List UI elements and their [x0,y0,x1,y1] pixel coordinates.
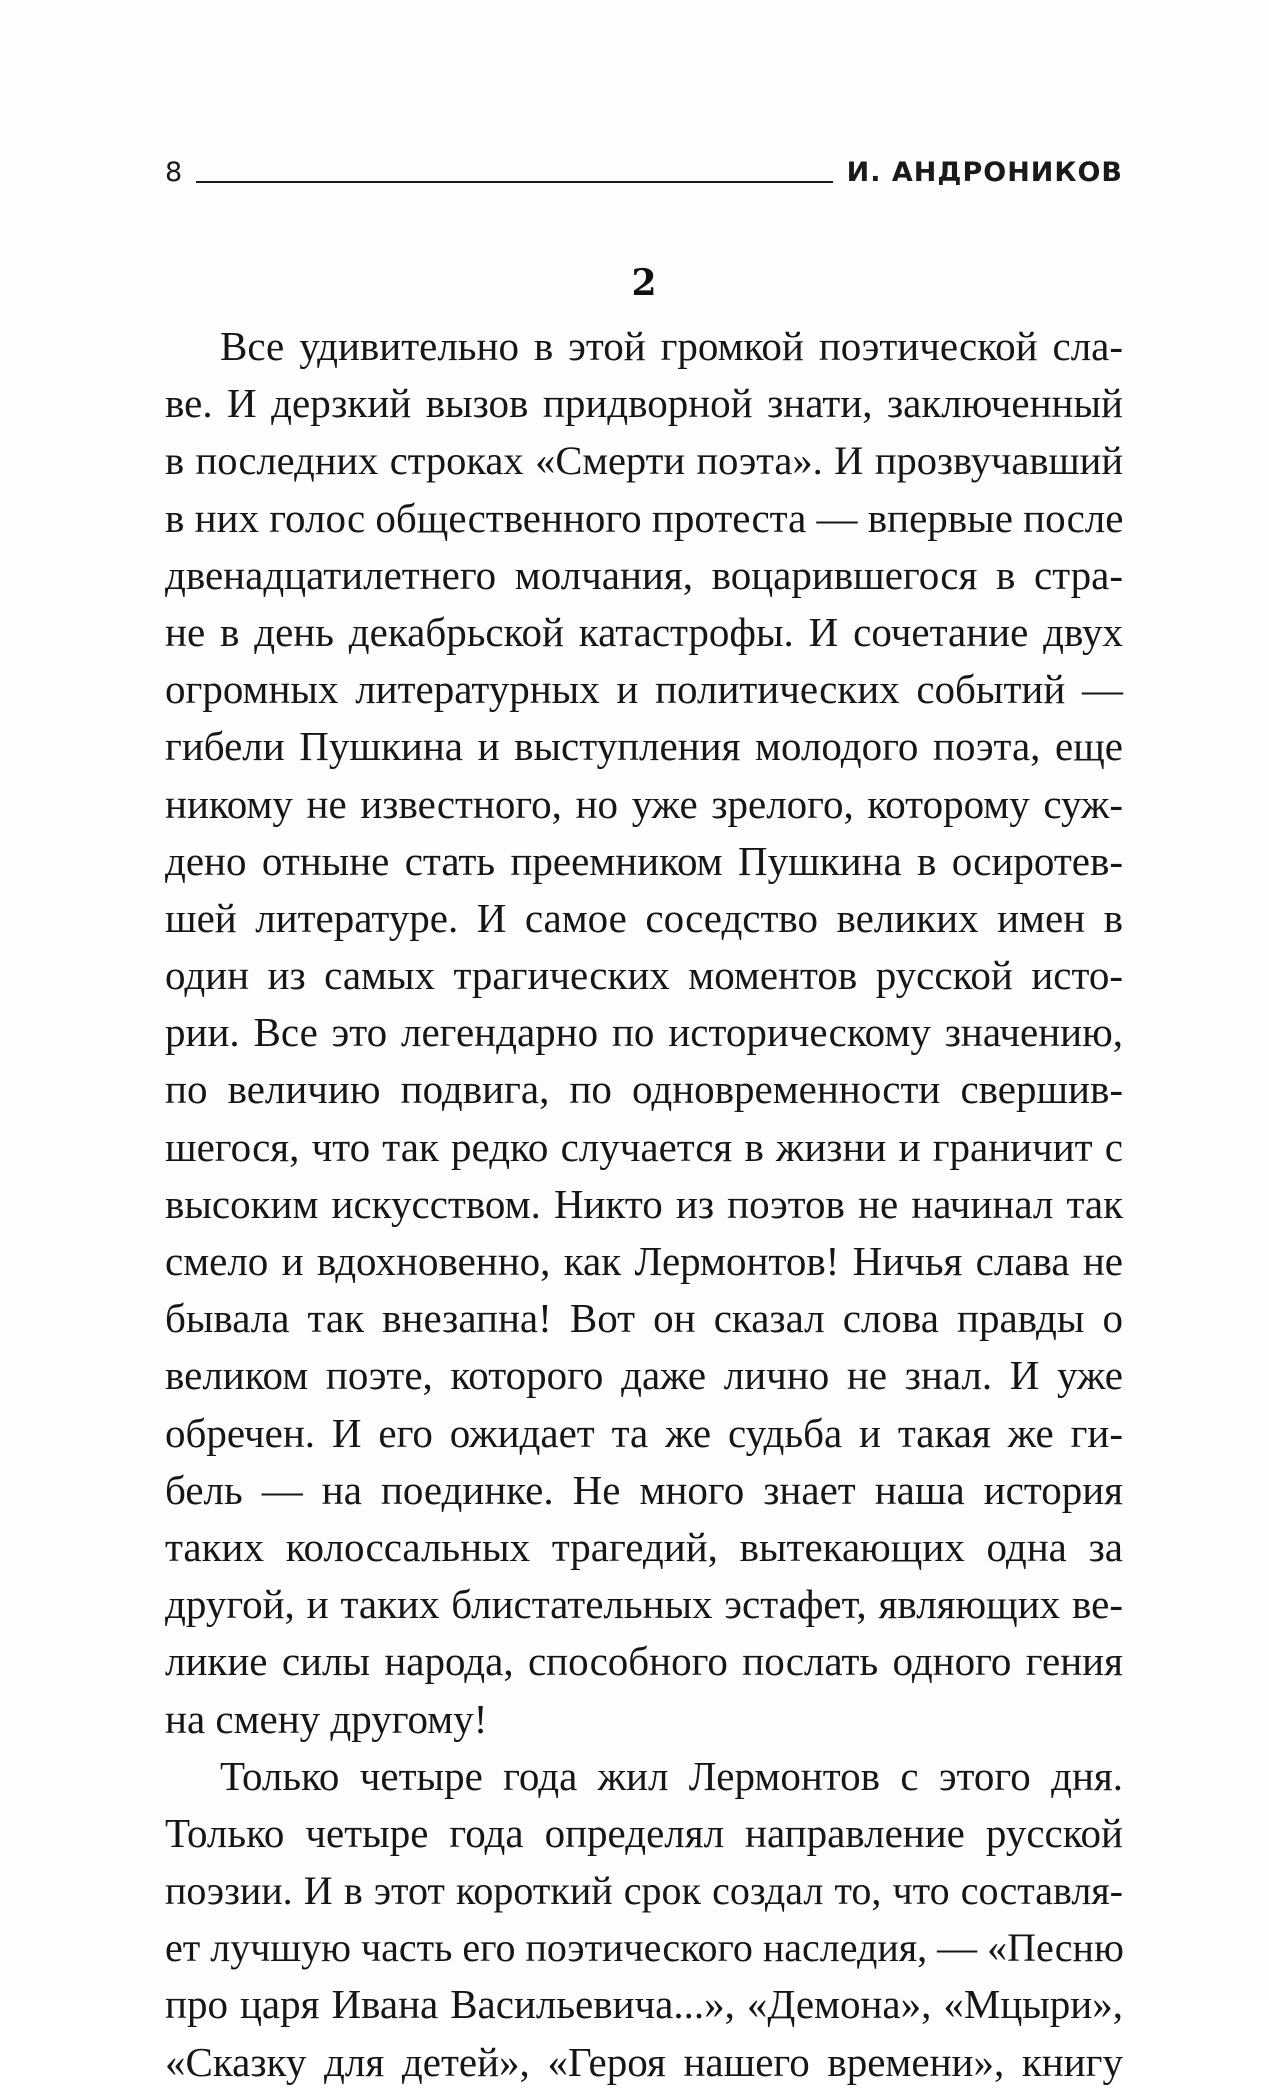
text-line: огромных литературных и политических событий — [165,666,1123,713]
paragraph-2 [165,1748,1123,2091]
text-line: великом поэте, которого даже лично не знал. И уже [165,1352,1123,1399]
text-line: Только четыре года жил Лермонтов с этого дня. [220,1752,1123,1799]
text-line: гибели Пушкина и выступления молодого поэта, еще [165,723,1123,770]
text-line: в последних строках «Смерти поэта». И прозвучавший [165,438,1123,484]
text-line: бель — на поединке. Не много знает наша история [165,1466,1123,1513]
paragraph-1 [165,318,1123,1748]
text-line: шей литературе. И самое соседство великих имен в [165,894,1123,941]
text-line: шегося, что так редко случается в жизни и граничит с [165,1123,1123,1170]
text-line: ет лучшую часть его поэтического наследия, — «Песню [165,1925,1124,1971]
text-line: смело и вдохновенно, как Лермонтов! Ничья слава не [165,1238,1123,1284]
text-line: бывала так внезапна! Вот он сказал слова правды о [165,1295,1123,1342]
running-header [165,148,1123,188]
header-rule [196,181,832,183]
text-line: обречен. И его ожидает та же судьба и такая же ги- [165,1409,1123,1456]
text-line: рии. Все это легендарно по историческому значению, [165,1009,1123,1056]
text-line: не в день декабрьской катастрофы. И сочетание двух [165,608,1123,655]
body-text [165,318,1123,2091]
page-number: 8 [165,157,183,188]
text-line: «Сказку для детей», «Героя нашего времени», книгу [165,2038,1123,2085]
chapter-number: 2 [631,262,657,304]
text-line: высоким искусством. Никто из поэтов не начинал так [165,1180,1123,1227]
text-line: ликие силы народа, способного послать одного гения [165,1638,1123,1685]
text-line: один из самых трагических моментов русской исто- [165,952,1123,999]
text-line: ве. И дерзкий вызов придворной знати, заключенный [165,380,1123,427]
text-line: поэзии. И в этот короткий срок создал то, что составля- [165,1868,1123,1914]
text-line: про царя Ивана Васильевича...», «Демона», «Мцыри», [165,1981,1123,2028]
text-line: в них голос общественного протеста — впервые после [165,494,1124,541]
text-line: на смену другому! [165,1695,488,1742]
text-line: никому не известного, но уже зрелого, которому суж- [165,780,1123,827]
text-line: по величию подвига, по одновременности свершив- [165,1066,1123,1113]
running-head-author: И. АНДРОНИКОВ [846,157,1123,188]
text-line: Только четыре года определял направление русской [165,1809,1123,1856]
text-line: двенадцатилетнего молчания, воцарившегося в стра- [165,551,1123,598]
text-line: дено отныне стать преемником Пушкина в осиротев- [165,837,1123,884]
text-line: Все удивительно в этой громкой поэтической сла- [220,323,1123,369]
text-line: другой, и таких блистательных эстафет, являющих ве- [165,1581,1123,1628]
text-line: таких колоссальных трагедий, вытекающих одна за [165,1523,1123,1570]
